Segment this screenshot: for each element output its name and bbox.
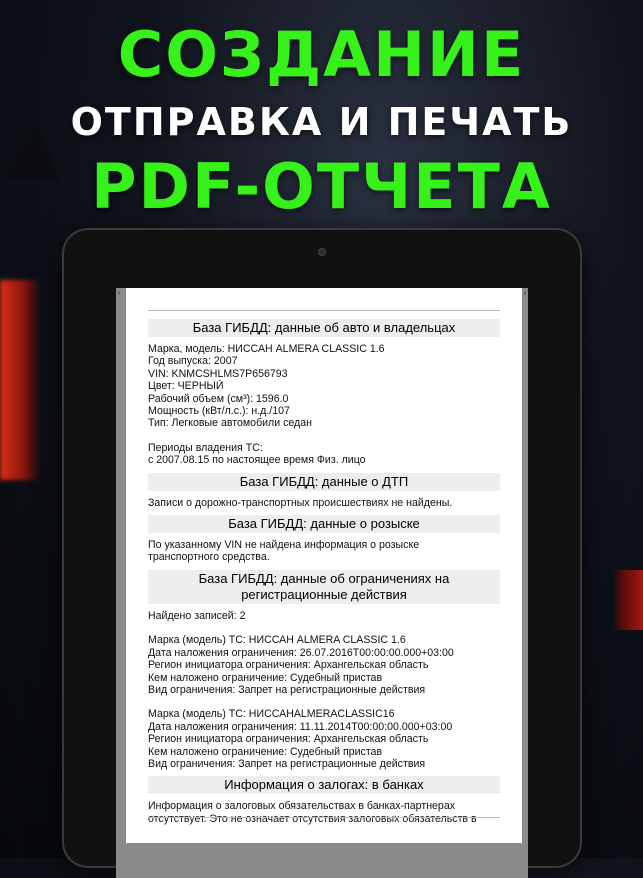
report-line: Информация о залоговых обязательствах в банках-партнерах [148,800,456,813]
tablet-screen[interactable] [116,288,528,878]
background-car-taillight-left [0,280,40,480]
promo-headline-1: СОЗДАНИЕ [117,18,526,91]
report-line: Вид ограничения: Запрет на регистрационные действия [148,757,426,770]
promo-headline-3: PDF-ОТЧЕТА [91,150,552,223]
background-car-taillight-right [613,570,643,630]
report-line: с 2007.08.15 по настоящее время Физ. лицо [148,454,366,467]
report-line: Тип: Легковые автомобили седан [148,417,312,430]
report-line: VIN: KNMCSHLMS7P656793 [148,367,288,380]
report-line: Мощность (кВт/л.с.): н.д./107 [148,405,290,418]
promo-headline-2: ОТПРАВКА И ПЕЧАТЬ [70,100,573,144]
report-line: Рабочий объем (см³): 1596.0 [148,392,289,405]
section-title-line: регистрационные действия [241,586,407,602]
tablet-device [62,228,582,868]
report-line: Регион инициатора ограничения: Архангельская область [148,659,429,672]
section-title-pledges: Информация о залогах: в банках [148,776,500,794]
spacer [148,622,500,634]
report-line: Регион инициатора ограничения: Архангельская область [148,733,429,746]
report-line: Марка (модель) ТС: НИССАНALMERACLASSIC16 [148,708,395,721]
report-line: Дата наложения ограничения: 26.07.2016T00:00:00.000+03:00 [148,646,454,659]
report-line: По указанному VIN не найдена информация о розыске [148,539,420,552]
report-line: отсутствует. Это не означает отсутствия залоговых обязательств в [148,812,477,825]
camera-icon [318,248,326,256]
status-bar-right-mark: › [523,290,526,297]
report-line: Найдено записей: 2 [148,609,246,622]
report-line: транспортного средства. [148,551,270,564]
report-line: Марка (модель) ТС: НИССАН ALMERA CLASSIC 1.6 [148,634,406,647]
section-title-wanted: База ГИБДД: данные о розыске [148,515,500,533]
report-line: Периоды владения ТС: [148,441,263,454]
pdf-page[interactable] [126,288,522,843]
spacer [148,696,500,708]
report-line: Записи о дорожно-транспортных происшествиях не найдены. [148,496,453,509]
report-line: Кем наложено ограничение: Судебный пристав [148,745,383,758]
top-divider [148,310,500,311]
report-line: Дата наложения ограничения: 11.11.2014T00:00:00.000+03:00 [148,720,453,733]
report-line: Марка, модель: НИССАН ALMERA CLASSIC 1.6 [148,343,385,355]
report-line: Цвет: ЧЕРНЫЙ [148,380,224,393]
spacer [148,430,500,442]
section-title-restrictions [148,570,500,604]
pdf-report-content [148,310,500,825]
bottom-divider [148,817,500,818]
report-line: Год выпуска: 2007 [148,355,238,368]
section-title-vehicle-owners: База ГИБДД: данные об авто и владельцах [148,319,500,337]
section-title-line: База ГИБДД: данные об ограничениях на [198,570,450,586]
report-line: Вид ограничения: Запрет на регистрационные действия [148,683,426,696]
status-bar-left-mark: ‹ [118,290,121,297]
section-title-accidents: База ГИБДД: данные о ДТП [148,473,500,491]
report-line: Кем наложено ограничение: Судебный пристав [148,671,383,684]
